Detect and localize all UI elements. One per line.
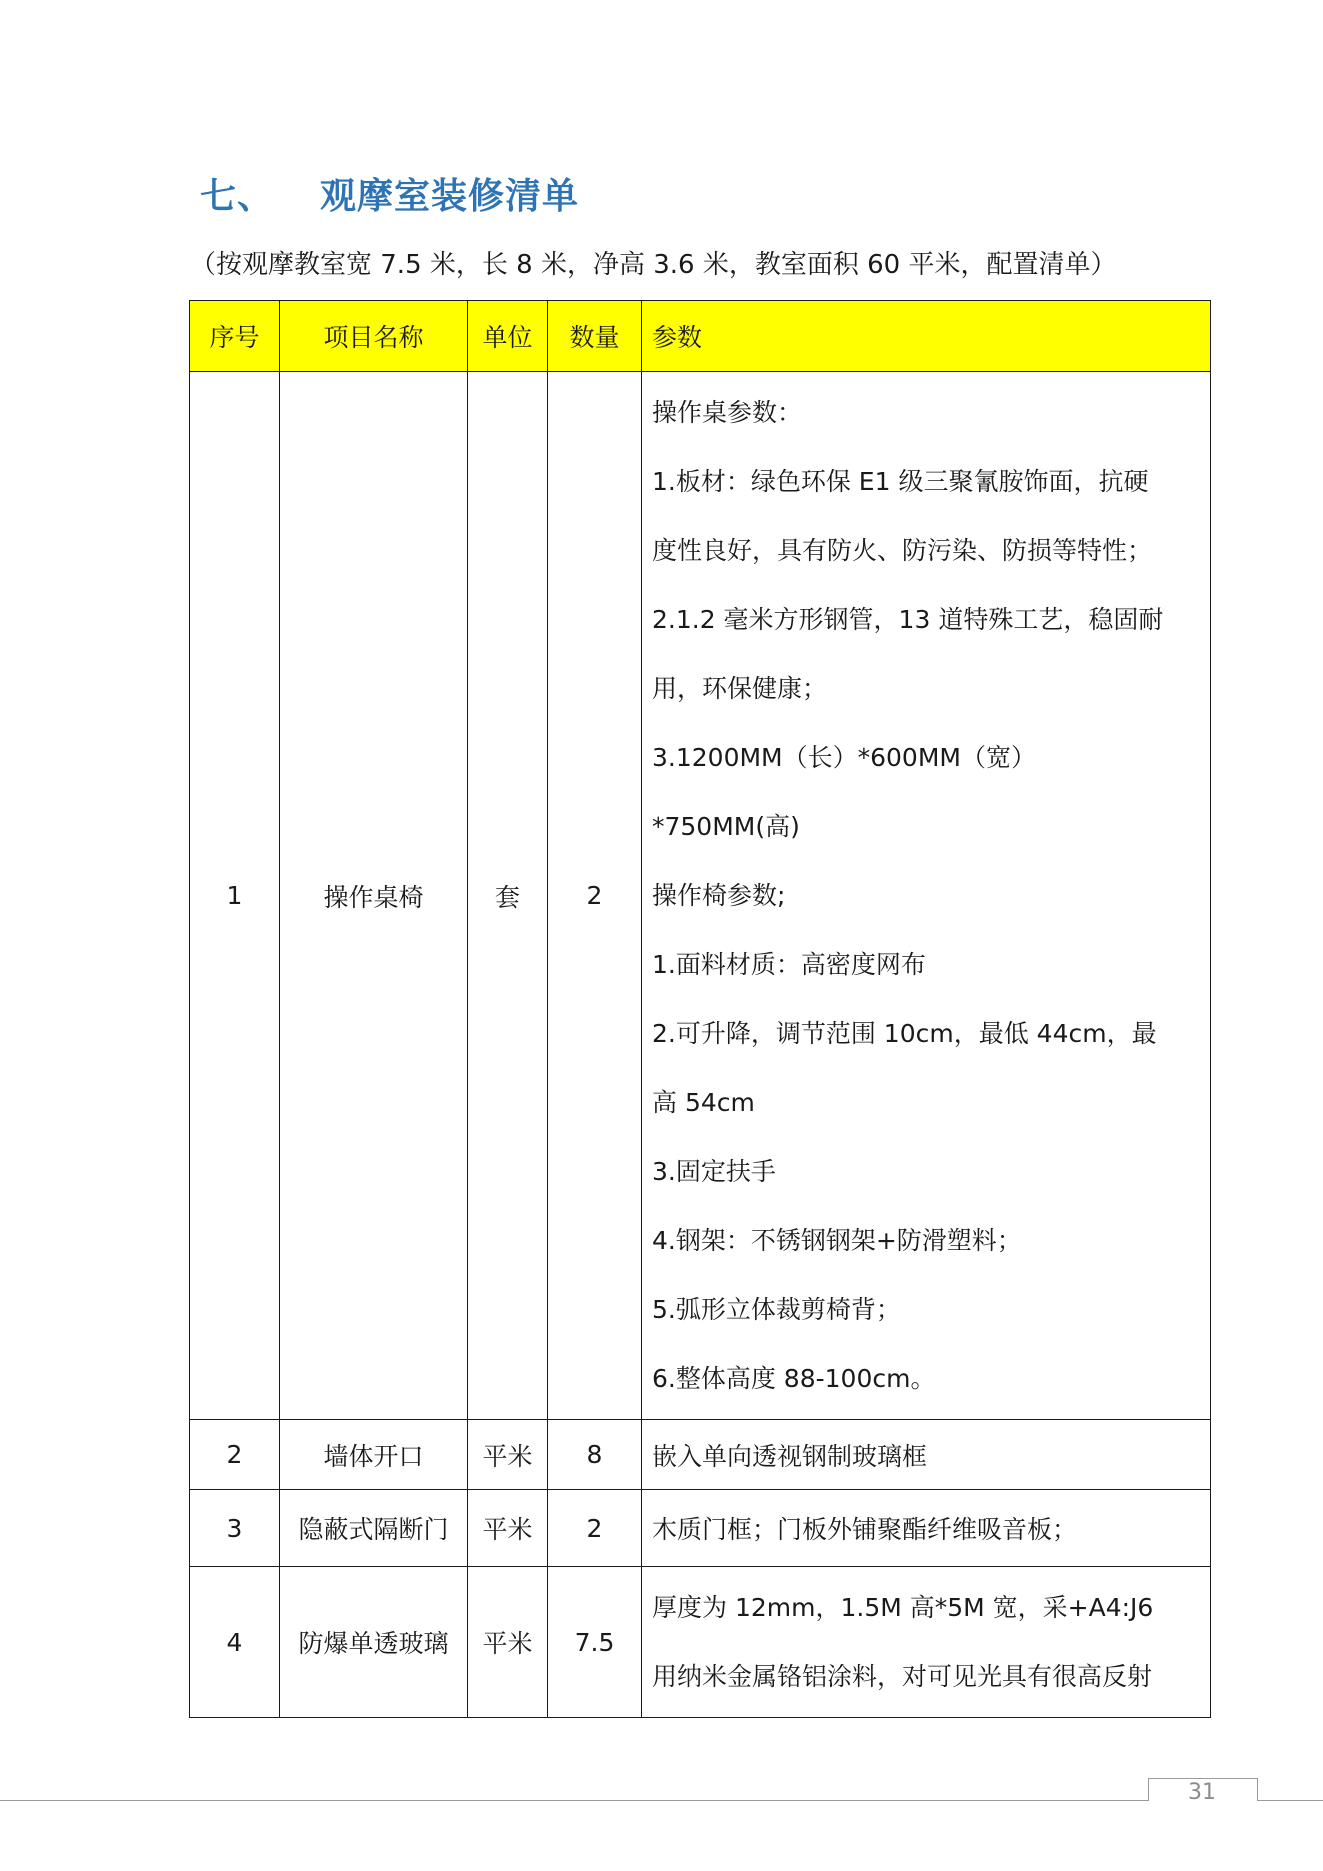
param-line: 木质门框；门板外铺聚酯纤维吸音板； bbox=[652, 1515, 1078, 1544]
header-no: 序号 bbox=[190, 301, 280, 372]
cell-params bbox=[642, 1490, 1211, 1567]
param-line: 1.板材：绿色环保 E1 级三聚氰胺饰面，抗硬 bbox=[652, 467, 1149, 496]
param-line: 用，环保健康； bbox=[652, 674, 828, 703]
cell-params bbox=[642, 1420, 1211, 1490]
param-line: 3.1200MM（长）*600MM（宽） bbox=[652, 743, 1036, 772]
cell-no: 3 bbox=[190, 1490, 280, 1567]
cell-unit: 平米 bbox=[468, 1567, 548, 1718]
cell-name: 防爆单透玻璃 bbox=[280, 1567, 468, 1718]
header-unit: 单位 bbox=[468, 301, 548, 372]
table-row bbox=[190, 372, 1211, 1420]
cell-unit: 套 bbox=[468, 372, 548, 1420]
param-line: 6.整体高度 88-100cm。 bbox=[652, 1364, 936, 1393]
param-line: 2.可升降，调节范围 10cm，最低 44cm，最 bbox=[652, 1019, 1157, 1048]
section-subtitle: （按观摩教室宽 7.5 米，长 8 米，净高 3.6 米，教室面积 60 平米，配置清单） bbox=[190, 250, 1117, 280]
param-line: 3.固定扶手 bbox=[652, 1157, 776, 1186]
table-row bbox=[190, 1567, 1211, 1718]
page-number: 31 bbox=[1188, 1780, 1216, 1805]
cell-no: 2 bbox=[190, 1420, 280, 1490]
cell-no: 4 bbox=[190, 1567, 280, 1718]
section-heading bbox=[200, 168, 579, 219]
param-line: 1.面料材质：高密度网布 bbox=[652, 950, 926, 979]
renovation-list-table bbox=[189, 300, 1211, 1718]
param-line: *750MM(高) bbox=[652, 812, 800, 841]
cell-name: 墙体开口 bbox=[280, 1420, 468, 1490]
header-params: 参数 bbox=[642, 301, 1211, 372]
cell-qty: 2 bbox=[548, 1490, 642, 1567]
cell-qty: 2 bbox=[548, 372, 642, 1420]
cell-params bbox=[642, 1567, 1211, 1718]
param-line: 4.钢架：不锈钢钢架+防滑塑料； bbox=[652, 1226, 1022, 1255]
param-line: 操作桌参数： bbox=[652, 398, 803, 427]
param-line: 5.弧形立体裁剪椅背； bbox=[652, 1295, 901, 1324]
cell-params bbox=[642, 372, 1211, 1420]
cell-qty: 8 bbox=[548, 1420, 642, 1490]
header-name: 项目名称 bbox=[280, 301, 468, 372]
param-line: 嵌入单向透视钢制玻璃框 bbox=[652, 1441, 928, 1471]
cell-qty: 7.5 bbox=[548, 1567, 642, 1718]
section-number: 七、 bbox=[200, 176, 275, 217]
footer-divider bbox=[0, 1800, 1323, 1801]
param-line: 操作椅参数; bbox=[652, 881, 786, 910]
param-line: 用纳米金属铬铝涂料，对可见光具有很高反射 bbox=[652, 1662, 1153, 1691]
table-header-row bbox=[190, 301, 1211, 372]
section-title: 观摩室装修清单 bbox=[320, 176, 580, 217]
cell-name: 操作桌椅 bbox=[280, 372, 468, 1420]
param-line: 厚度为 12mm，1.5M 高*5M 宽，采+A4:J6 bbox=[652, 1593, 1154, 1622]
param-line: 高 54cm bbox=[652, 1088, 755, 1117]
cell-name: 隐蔽式隔断门 bbox=[280, 1490, 468, 1567]
param-line: 度性良好，具有防火、防污染、防损等特性； bbox=[652, 536, 1153, 565]
cell-no: 1 bbox=[190, 372, 280, 1420]
param-line: 2.1.2 毫米方形钢管，13 道特殊工艺，稳固耐 bbox=[652, 605, 1164, 634]
table-row bbox=[190, 1490, 1211, 1567]
cell-unit: 平米 bbox=[468, 1490, 548, 1567]
table-row bbox=[190, 1420, 1211, 1490]
header-qty: 数量 bbox=[548, 301, 642, 372]
cell-unit: 平米 bbox=[468, 1420, 548, 1490]
